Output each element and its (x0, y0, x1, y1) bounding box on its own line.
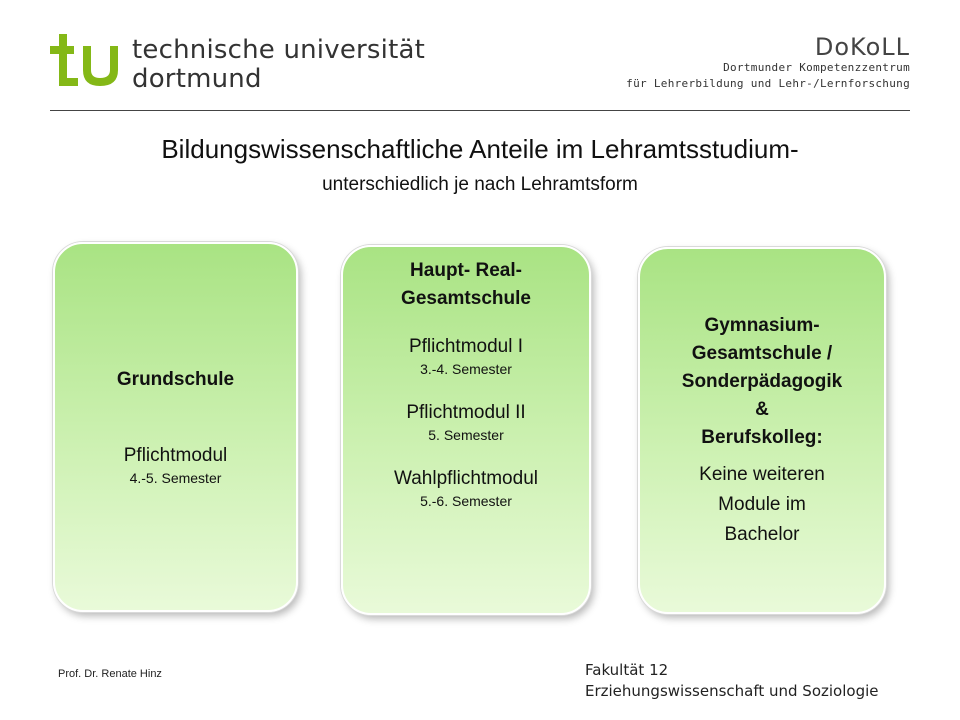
header-divider (50, 110, 910, 111)
semester-label: 3.-4. Semester (420, 361, 512, 377)
page-title: Bildungswissenschaftliche Anteile im Lehramtsstudium- (161, 134, 799, 164)
module-label: Pflichtmodul (123, 445, 228, 466)
module-label: Pflichtmodul I (408, 336, 524, 357)
tu-dortmund-logo (50, 34, 122, 86)
dokoll-line1: Dortmunder Kompetenzzentrum (723, 61, 910, 74)
box-text-line2: Module im (718, 493, 806, 515)
box-heading-line2: Gesamtschule (401, 288, 531, 309)
box-heading: Grundschule (116, 369, 235, 390)
box-text-line3: Bachelor (724, 523, 800, 545)
module-label: Wahlpflichtmodul (394, 468, 538, 489)
faculty-line2: Erziehungswissenschaft und Soziologie (585, 682, 879, 700)
university-name-line2: dortmund (132, 64, 262, 94)
dokoll-header (626, 34, 910, 92)
page-subtitle: unterschiedlich je nach Lehramtsform (322, 174, 638, 195)
dokoll-logo: DoKoLL (814, 33, 910, 61)
university-name-line1: technische universität (132, 35, 425, 65)
faculty-info (585, 660, 878, 702)
author-name: Prof. Dr. Renate Hinz (58, 668, 162, 680)
university-name (132, 36, 425, 94)
box-heading-line4: & (755, 398, 769, 420)
box-heading-line5: Berufskolleg: (701, 426, 823, 448)
box-gymnasium-gesamtschule (638, 247, 886, 614)
box-text-line1: Keine weiteren (699, 463, 825, 485)
semester-label: 4.-5. Semester (129, 470, 222, 486)
faculty-line1: Fakultät 12 (585, 661, 669, 679)
box-heading-line1: Haupt- Real- (410, 260, 522, 281)
box-heading-line1: Gymnasium- (704, 314, 820, 336)
box-heading-line3: Sonderpädagogik (681, 370, 843, 392)
box-haupt-real-gesamtschule (341, 245, 591, 615)
semester-label: 5.-6. Semester (420, 493, 512, 509)
box-heading-line2: Gesamtschule / (691, 342, 833, 364)
dokoll-line2: für Lehrerbildung und Lehr-/Lernforschung (626, 77, 910, 90)
module-label: Pflichtmodul II (406, 402, 526, 423)
semester-label: 5. Semester (428, 427, 504, 443)
box-grundschule (53, 242, 298, 612)
